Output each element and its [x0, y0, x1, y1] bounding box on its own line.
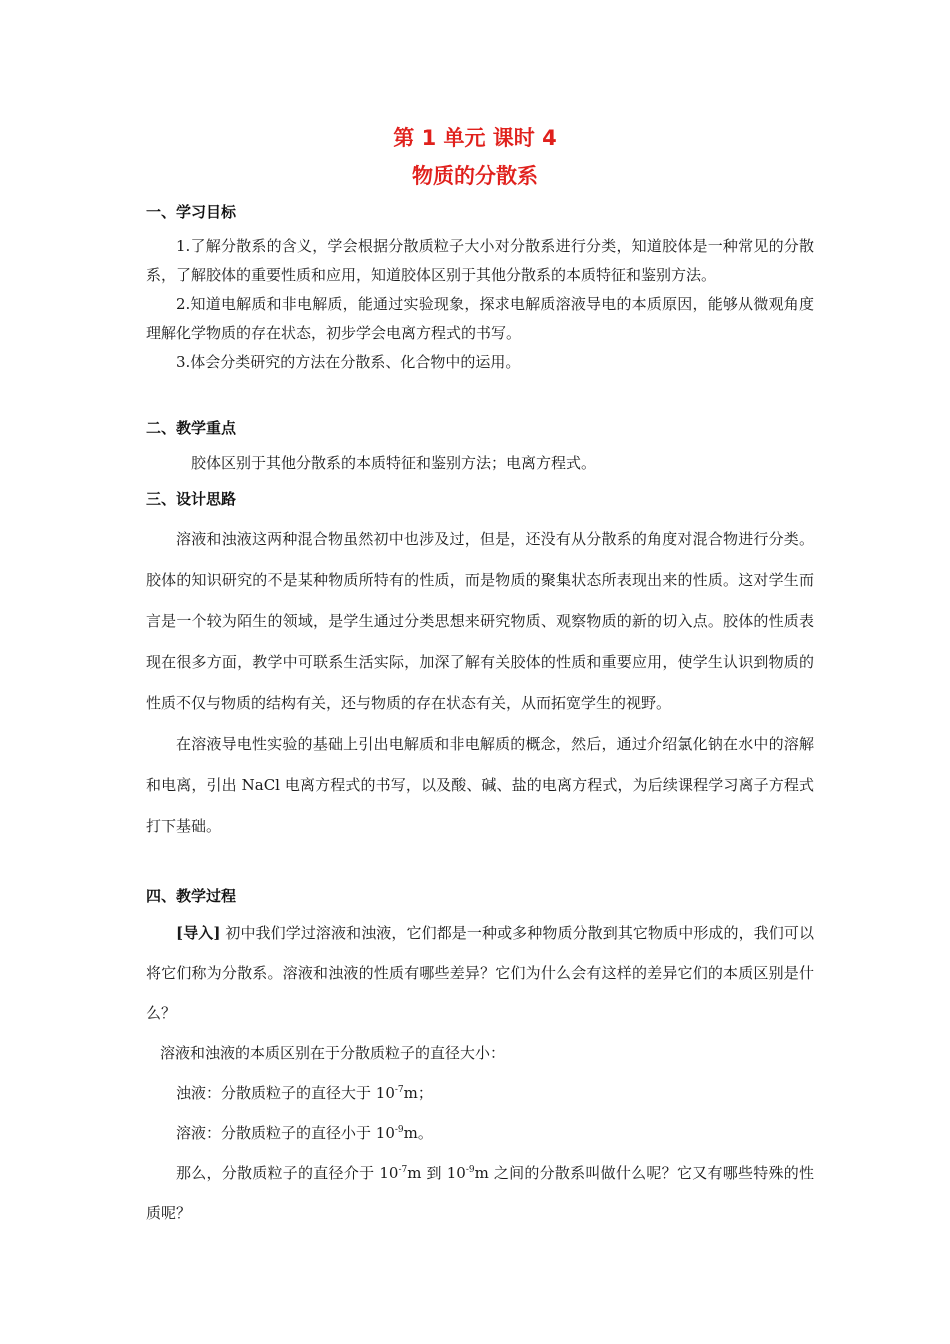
solution-exponent: -9 [394, 1125, 404, 1135]
difference-line: 溶液和浊液的本质区别在于分散质粒子的直径大小： [160, 1044, 506, 1062]
design-heading: 三、设计思路 [146, 490, 237, 508]
question-paragraph [146, 1153, 814, 1233]
process-heading: 四、教学过程 [146, 887, 237, 905]
turbid-suffix: m； [403, 1084, 433, 1102]
key-points-text: 胶体区别于其他分散系的本质特征和鉴别方法；电离方程式。 [191, 454, 597, 472]
goal-item: 3.体会分类研究的方法在分散系、化合物中的运用。 [176, 353, 521, 371]
lesson-subtitle: 物质的分散系 [412, 164, 538, 188]
intro-paragraph [146, 913, 814, 1033]
question-part-b: m 到 10 [407, 1164, 466, 1182]
design-paragraph: 溶液和浊液这两种混合物虽然初中也涉及过，但是，还没有从分散系的角度对混合物进行分类。胶体的知识研究的不是某种物质所特有的性质，而是物质的聚集状态所表现出来的性质。这对学生而言是一个较为陌生的领域，是学生通过分类思想来研究物质、观察物质的新的切入点。胶体的性质表现在很多方面，教学中可联系生活实际，加深了解有关胶体的性质和重要应用，使学生认识到物质的性质不仅与物质的结构有关，还与物质的存在状态有关，从而拓宽学生的视野。 [146, 530, 814, 712]
question-part-c: m 之间的分散系叫做什么呢？它又有哪些特殊的性质呢？ [146, 1164, 814, 1222]
lesson-title: 第 1 单元 课时 4 [393, 126, 557, 150]
intro-tag: [导入] [176, 924, 221, 942]
solution-suffix: m。 [403, 1124, 433, 1142]
turbid-exponent: -7 [394, 1085, 404, 1095]
solution-line [146, 1113, 814, 1153]
goal-item: 2.知道电解质和非电解质，能通过实验现象，探求电解质溶液导电的本质原因，能够从微观角度理解化学物质的存在状态，初步学会电离方程式的书写。 [146, 295, 814, 342]
key-points-heading: 二、教学重点 [146, 419, 237, 437]
turbid-prefix: 浊液：分散质粒子的直径大于 10 [176, 1084, 395, 1102]
goals-section [146, 232, 814, 377]
design-section [146, 519, 814, 847]
solution-prefix: 溶液：分散质粒子的直径小于 10 [176, 1124, 395, 1142]
intro-text: 初中我们学过溶液和浊液，它们都是一种或多种物质分散到其它物质中形成的，我们可以将它们称为分散系。溶液和浊液的性质有哪些差异？它们为什么会有这样的差异它们的本质区别是什么？ [146, 924, 814, 1022]
design-paragraph: 在溶液导电性实验的基础上引出电解质和非电解质的概念，然后，通过介绍氯化钠在水中的溶解和电离，引出 NaCl 电离方程式的书写，以及酸、碱、盐的电离方程式，为后续课程学习离子方程式打下基础。 [146, 735, 814, 835]
goal-item: 1.了解分散系的含义，学会根据分散质粒子大小对分散系进行分类，知道胶体是一种常见的分散系，了解胶体的重要性质和应用，知道胶体区别于其他分散系的本质特征和鉴别方法。 [146, 237, 814, 284]
question-part-a: 那么，分散质粒子的直径介于 10 [176, 1164, 399, 1182]
goals-heading: 一、学习目标 [146, 203, 237, 221]
turbid-line [146, 1073, 814, 1113]
process-section [146, 913, 814, 1233]
question-exponent-2: -9 [465, 1165, 475, 1175]
question-exponent-1: -7 [398, 1165, 408, 1175]
